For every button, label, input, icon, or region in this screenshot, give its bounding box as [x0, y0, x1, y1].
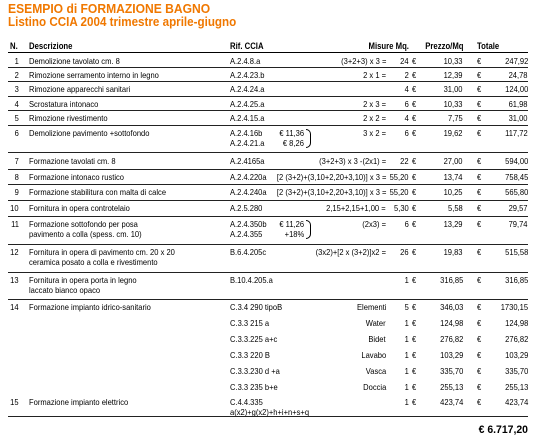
- item-description: Fornitura in opera di pavimento cm. 20 x 20: [29, 247, 175, 257]
- row-total: 515,58: [504, 247, 528, 257]
- measurement-formula: Vasca: [365, 366, 386, 376]
- quantity-mq: 4: [404, 113, 409, 123]
- measurement-formula: 2 x 1 =: [363, 70, 386, 80]
- currency-symbol: €: [412, 397, 417, 407]
- row-number: 13: [10, 275, 19, 285]
- row-total: 1730,15: [500, 302, 528, 312]
- row-number: 10: [10, 203, 19, 213]
- sub-price: € 8,26: [282, 138, 304, 148]
- currency-symbol: €: [477, 275, 482, 285]
- sub-price: € 11,26: [279, 219, 304, 229]
- row-total: 423,74: [504, 397, 528, 407]
- row-total: 117,72: [505, 128, 528, 138]
- column-header-ccia-ref: Rif. CCIA: [230, 41, 264, 51]
- currency-symbol: €: [412, 318, 417, 328]
- ccia-reference: A.2.4.220a: [230, 172, 267, 182]
- currency-symbol: €: [412, 128, 417, 138]
- ccia-reference: A.2.4.21.a: [230, 138, 265, 148]
- measurement-formula: Elementi: [356, 302, 386, 312]
- currency-symbol: €: [477, 318, 482, 328]
- currency-symbol: €: [412, 203, 417, 213]
- row-divider: [8, 244, 528, 245]
- row-divider: [8, 169, 528, 170]
- row-total: 276,82: [504, 334, 528, 344]
- currency-symbol: €: [412, 334, 417, 344]
- row-total: 758,45: [504, 172, 528, 182]
- measurement-formula: 3 x 2 =: [363, 128, 386, 138]
- row-number: 8: [14, 172, 19, 182]
- currency-symbol: €: [477, 247, 482, 257]
- ccia-reference: A.2.5.280: [230, 203, 263, 213]
- sub-price-brace: [306, 129, 311, 148]
- ccia-reference: A.2.4.240a: [230, 187, 267, 197]
- ccia-reference: C.4.4.335: [230, 397, 263, 407]
- currency-symbol: €: [477, 156, 482, 166]
- unit-price: 423,74: [439, 397, 463, 407]
- document-title: ESEMPIO di FORMAZIONE BAGNO: [8, 1, 211, 16]
- row-total: 255,13: [504, 382, 528, 392]
- item-description: Fornitura in opera controtelaio: [29, 203, 130, 213]
- measurement-formula: (2x3) =: [362, 219, 386, 229]
- currency-symbol: €: [412, 350, 417, 360]
- row-number: 15: [10, 397, 19, 407]
- currency-symbol: €: [412, 70, 417, 80]
- currency-symbol: €: [412, 99, 417, 109]
- row-divider: [8, 184, 528, 185]
- item-description: Scrostatura intonaco: [29, 99, 99, 109]
- quantity-mq: 1: [404, 334, 409, 344]
- row-total: 316,85: [504, 275, 528, 285]
- row-total: 24,78: [509, 70, 528, 80]
- currency-symbol: €: [477, 70, 482, 80]
- item-description: Formazione sottofondo per posa: [29, 219, 138, 229]
- quantity-mq: 26: [400, 247, 409, 257]
- measurement-formula: (3+2+3) x 3 -(2x1) =: [318, 156, 386, 166]
- column-header-unit-price: Prezzo/Mq: [424, 41, 463, 51]
- ccia-reference: B.6.4.205c: [230, 247, 267, 257]
- ccia-reference: C.3.3.230 d +a: [230, 366, 280, 376]
- currency-symbol: €: [412, 56, 417, 66]
- ccia-reference: a(x2)+g(x2)+h+i+n+s+q: [230, 407, 310, 417]
- currency-symbol: €: [477, 219, 482, 229]
- ccia-reference: A.2.4.350b: [230, 219, 267, 229]
- row-number: 3: [14, 84, 19, 94]
- currency-symbol: €: [477, 99, 482, 109]
- item-description: Formazione stabilitura con malta di calce: [29, 187, 167, 197]
- row-total: 565,80: [504, 187, 528, 197]
- row-number: 6: [14, 128, 19, 138]
- quantity-mq: 22: [400, 156, 409, 166]
- quantity-mq: 1: [404, 318, 409, 328]
- row-total: 103,29: [504, 350, 528, 360]
- ccia-reference: B.10.4.205.a: [230, 275, 273, 285]
- measurement-formula: Bidet: [368, 334, 386, 344]
- unit-price: 335,70: [439, 366, 463, 376]
- measurement-formula: 2 x 3 =: [363, 99, 386, 109]
- grand-total: € 6.717,20: [478, 424, 528, 436]
- row-number: 4: [14, 99, 19, 109]
- measurement-formula: Water: [366, 318, 386, 328]
- quantity-mq: 1: [404, 397, 409, 407]
- ccia-reference: A.2.4.24.a: [230, 84, 265, 94]
- unit-price: 10,33: [444, 99, 463, 109]
- item-description: laccato bianco opaco: [29, 285, 101, 295]
- quantity-mq: 1: [404, 366, 409, 376]
- currency-symbol: €: [477, 334, 482, 344]
- row-total: 31,00: [509, 113, 528, 123]
- unit-price: 13,29: [444, 219, 463, 229]
- currency-symbol: €: [477, 203, 482, 213]
- currency-symbol: €: [412, 156, 417, 166]
- quantity-mq: 4: [404, 84, 409, 94]
- item-description: ceramica posato a colla e rivestimento: [29, 257, 158, 267]
- row-divider: [8, 81, 528, 82]
- unit-price: 12,39: [444, 70, 463, 80]
- row-divider: [8, 200, 528, 201]
- row-number: 2: [14, 70, 19, 80]
- ccia-reference: C.3.3 220 B: [230, 350, 270, 360]
- row-number: 5: [14, 113, 19, 123]
- row-total: 594,00: [504, 156, 528, 166]
- row-number: 12: [10, 247, 19, 257]
- quantity-mq: 1: [404, 275, 409, 285]
- row-total: 61,98: [509, 99, 528, 109]
- row-total: 124,00: [504, 84, 528, 94]
- quantity-mq: 6: [404, 99, 409, 109]
- row-number: 9: [14, 187, 19, 197]
- currency-symbol: €: [412, 366, 417, 376]
- column-header-number: N.: [10, 41, 18, 51]
- row-total: 124,98: [504, 318, 528, 328]
- item-description: Fornitura in opera porta in legno: [29, 275, 137, 285]
- measurement-formula: Doccia: [362, 382, 386, 392]
- item-description: Demolizione pavimento +sottofondo: [29, 128, 150, 138]
- currency-symbol: €: [477, 366, 482, 376]
- unit-price: 103,29: [439, 350, 463, 360]
- item-description: Demolizione tavolato cm. 8: [29, 56, 120, 66]
- column-header-total: Totale: [477, 41, 500, 51]
- unit-price: 316,85: [439, 275, 463, 285]
- currency-symbol: €: [477, 350, 482, 360]
- quantity-mq: 6: [404, 128, 409, 138]
- row-total: 79,74: [509, 219, 528, 229]
- measurement-formula: 2,15+2,15+1,00 =: [326, 203, 386, 213]
- unit-price: 19,62: [444, 128, 463, 138]
- item-description: Rimozione rivestimento: [29, 113, 108, 123]
- item-description: pavimento a colla (spess. cm. 10): [29, 229, 142, 239]
- unit-price: 124,98: [439, 318, 463, 328]
- item-description: Formazione impianto elettrico: [29, 397, 129, 407]
- quantity-mq: 24: [400, 56, 409, 66]
- row-number: 1: [14, 56, 19, 66]
- ccia-reference: A.2.4.23.b: [230, 70, 265, 80]
- row-divider: [8, 67, 528, 68]
- item-description: Rimozione apparecchi sanitari: [29, 84, 131, 94]
- unit-price: 10,25: [444, 187, 463, 197]
- unit-price: 10,33: [444, 56, 463, 66]
- row-divider: [8, 152, 528, 153]
- ccia-reference: A.2.4.15.a: [230, 113, 265, 123]
- quantity-mq: 1: [404, 350, 409, 360]
- unit-price: 19,83: [444, 247, 463, 257]
- quantity-mq: 5,30: [394, 203, 409, 213]
- row-divider: [8, 272, 528, 273]
- currency-symbol: €: [412, 247, 417, 257]
- ccia-reference: A.2.4165a: [230, 156, 265, 166]
- row-divider: [8, 416, 528, 417]
- column-header-description: Descrizione: [29, 41, 73, 51]
- quantity-mq: 2: [404, 70, 409, 80]
- column-header-measures: Misure Mq.: [368, 41, 409, 51]
- currency-symbol: €: [477, 172, 482, 182]
- quantity-mq: 1: [404, 382, 409, 392]
- measurement-formula: 2 x 2 =: [363, 113, 386, 123]
- document-subtitle: Listino CCIA 2004 trimestre aprile-giugno: [8, 15, 237, 29]
- currency-symbol: €: [477, 397, 482, 407]
- currency-symbol: €: [412, 275, 417, 285]
- sub-price: € 11,36: [279, 128, 304, 138]
- currency-symbol: €: [477, 382, 482, 392]
- ccia-reference: A.2.4.8.a: [230, 56, 261, 66]
- currency-symbol: €: [412, 219, 417, 229]
- unit-price: 346,03: [439, 302, 463, 312]
- sub-price-brace: [306, 220, 311, 239]
- quantity-mq: 55,20: [390, 187, 409, 197]
- row-divider: [8, 96, 528, 97]
- quantity-mq: 6: [404, 219, 409, 229]
- row-number: 7: [14, 156, 19, 166]
- header-divider: [8, 52, 528, 53]
- quantity-mq: 5: [404, 302, 409, 312]
- row-divider: [8, 216, 528, 217]
- ccia-reference: A.2.4.16b: [230, 128, 263, 138]
- currency-symbol: €: [477, 187, 482, 197]
- row-number: 14: [10, 302, 19, 312]
- unit-price: 276,82: [439, 334, 463, 344]
- unit-price: 255,13: [439, 382, 463, 392]
- currency-symbol: €: [412, 172, 417, 182]
- sub-price: +18%: [284, 229, 304, 239]
- unit-price: 31,00: [444, 84, 463, 94]
- row-number: 11: [11, 219, 19, 229]
- row-divider: [8, 299, 528, 300]
- item-description: Formazione intonaco rustico: [29, 172, 124, 182]
- ccia-reference: C.3.3 235 b+e: [230, 382, 278, 392]
- currency-symbol: €: [412, 302, 417, 312]
- currency-symbol: €: [477, 302, 482, 312]
- ccia-reference: A.2.4.355: [230, 229, 263, 239]
- currency-symbol: €: [477, 128, 482, 138]
- currency-symbol: €: [412, 382, 417, 392]
- item-description: Formazione tavolati cm. 8: [29, 156, 116, 166]
- currency-symbol: €: [477, 113, 482, 123]
- unit-price: 5,58: [448, 203, 463, 213]
- measurement-formula: [2 (3+2)+(3,10+2,20+3,10)] x 3 =: [276, 187, 386, 197]
- measurement-formula: (3+2+3) x 3 =: [340, 56, 386, 66]
- measurement-formula: Lavabo: [361, 350, 386, 360]
- item-description: Rimozione serramento interno in legno: [29, 70, 159, 80]
- row-total: 247,92: [504, 56, 528, 66]
- measurement-formula: [2 (3+2)+(3,10+2,20+3,10)] x 3 =: [276, 172, 386, 182]
- unit-price: 13,74: [444, 172, 463, 182]
- ccia-reference: C.3.3 215 a: [230, 318, 270, 328]
- currency-symbol: €: [412, 84, 417, 94]
- row-divider: [8, 125, 528, 126]
- currency-symbol: €: [412, 187, 417, 197]
- row-total: 29,57: [509, 203, 528, 213]
- quantity-mq: 55,20: [390, 172, 409, 182]
- measurement-formula: (3x2)+[2 x (3+2)]x2 =: [315, 247, 386, 257]
- currency-symbol: €: [477, 84, 482, 94]
- ccia-reference: A.2.4.25.a: [230, 99, 265, 109]
- currency-symbol: €: [412, 113, 417, 123]
- item-description: Formazione impianto idrico-sanitario: [29, 302, 151, 312]
- unit-price: 27,00: [444, 156, 463, 166]
- ccia-reference: C.3.3.225 a+c: [230, 334, 278, 344]
- row-total: 335,70: [504, 366, 528, 376]
- row-divider: [8, 110, 528, 111]
- unit-price: 7,75: [448, 113, 463, 123]
- ccia-reference: C.3.4 290 tipoB: [230, 302, 283, 312]
- currency-symbol: €: [477, 56, 482, 66]
